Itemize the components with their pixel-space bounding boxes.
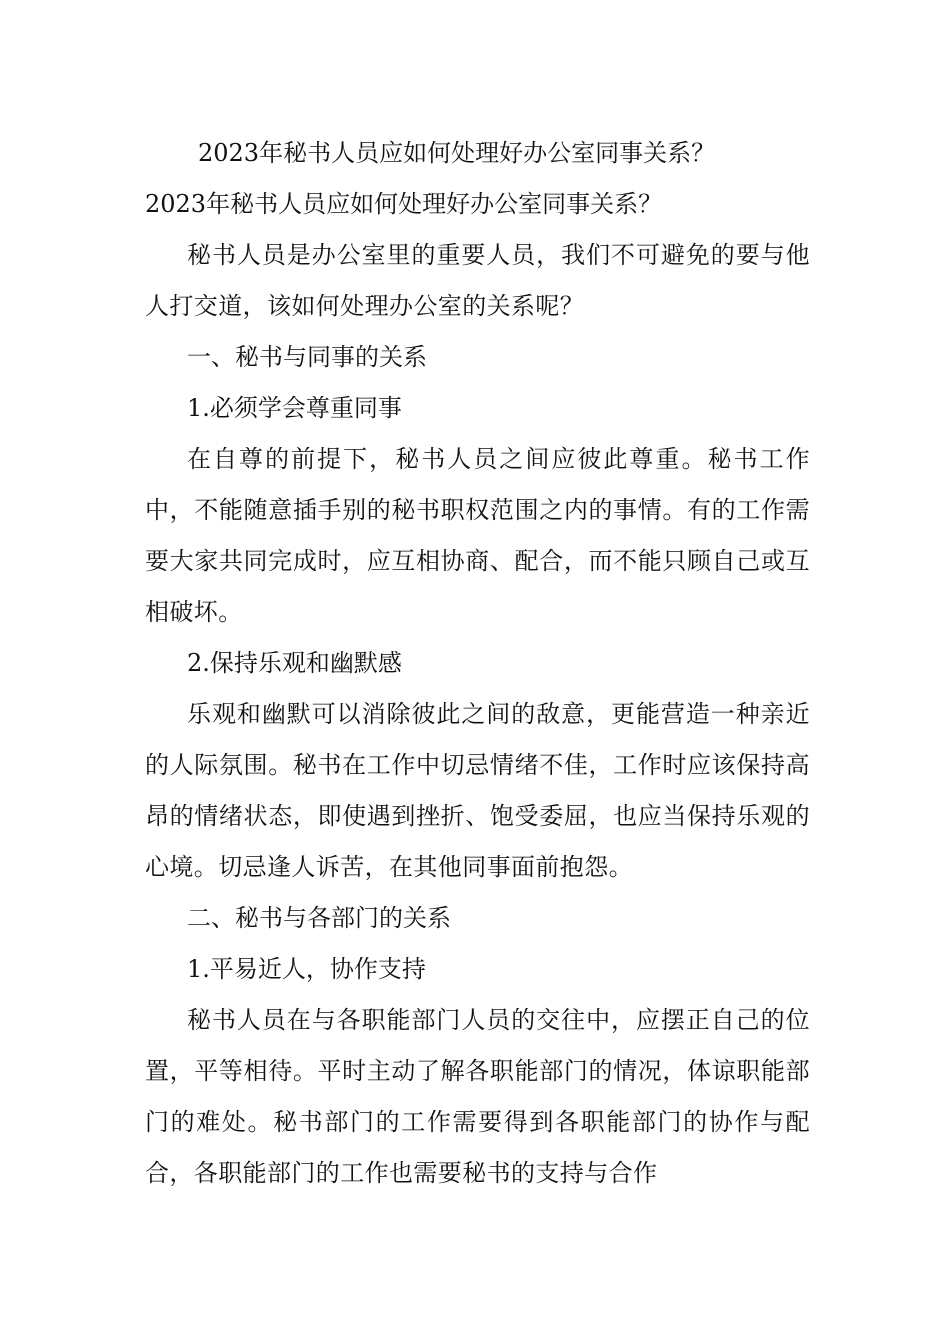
- section-1-heading: 一、秘书与同事的关系: [187, 343, 427, 371]
- section-1-item-1-heading: 1.必须学会尊重同事: [187, 394, 402, 422]
- section-2-heading: 二、秘书与各部门的关系: [187, 904, 451, 932]
- intro-paragraph: 秘书人员是办公室里的重要人员，我们不可避免的要与他人打交道，该如何处理办公室的关系呢？: [145, 241, 810, 320]
- section-1-item-2-heading: 2.保持乐观和幽默感: [187, 649, 402, 677]
- section-2-item-1-paragraph: 秘书人员在与各职能部门人员的交往中，应摆正自己的位置，平等相待。平时主动了解各职能部门的情况，体谅职能部门的难处。秘书部门的工作需要得到各职能部门的协作与配合，各职能部门的工作也需要秘书的支持与合作: [145, 1006, 810, 1187]
- document-body: [145, 128, 810, 1199]
- section-1-item-2-paragraph: 乐观和幽默可以消除彼此之间的敌意，更能营造一种亲近的人际氛围。秘书在工作中切忌情绪不佳，工作时应该保持高昂的情绪状态，即使遇到挫折、饱受委屈，也应当保持乐观的心境。切忌逢人诉苦，在其他同事面前抱怨。: [145, 700, 810, 881]
- section-2-item-1-heading: 1.平易近人，协作支持: [187, 955, 426, 983]
- page-subtitle: 2023年秘书人员应如何处理好办公室同事关系？: [145, 190, 663, 218]
- section-1-item-1-paragraph: 在自尊的前提下，秘书人员之间应彼此尊重。秘书工作中，不能随意插手别的秘书职权范围之内的事情。有的工作需要大家共同完成时，应互相协商、配合，而不能只顾自己或互相破坏。: [145, 445, 810, 626]
- page-title: 2023年秘书人员应如何处理好办公室同事关系？: [198, 139, 716, 167]
